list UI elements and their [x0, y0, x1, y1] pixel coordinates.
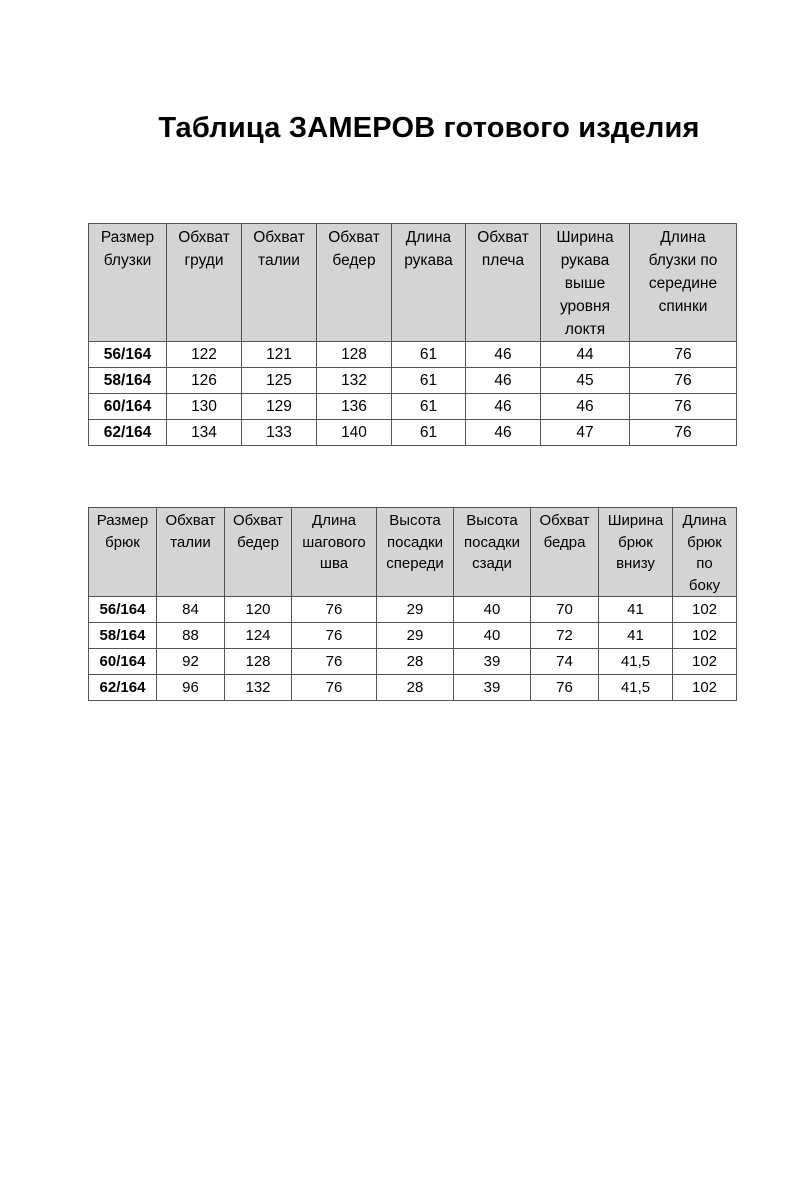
table-cell: 28: [377, 649, 454, 675]
table-cell: 46: [466, 420, 541, 446]
table-cell: 132: [225, 675, 292, 701]
table-cell: 128: [317, 342, 392, 368]
table-cell: 76: [531, 675, 599, 701]
table-cell: 102: [673, 623, 737, 649]
header-thigh-girth: Обхват бедра: [531, 508, 599, 597]
table-cell: 129: [242, 394, 317, 420]
table-cell: 40: [454, 597, 531, 623]
header-sleeve-length: Длина рукава: [392, 224, 466, 342]
table-cell: 126: [167, 368, 242, 394]
table-cell: 136: [317, 394, 392, 420]
table-cell: 124: [225, 623, 292, 649]
table-cell: 76: [292, 623, 377, 649]
table-cell: 76: [292, 649, 377, 675]
table-cell: 61: [392, 394, 466, 420]
table-cell: 41: [599, 597, 673, 623]
header-front-rise: Высота посадки спереди: [377, 508, 454, 597]
table-cell: 46: [466, 394, 541, 420]
header-pants-size: Размер брюк: [89, 508, 157, 597]
table-cell: 76: [292, 597, 377, 623]
table-cell: 96: [157, 675, 225, 701]
table-cell: 39: [454, 675, 531, 701]
size-cell: 58/164: [89, 623, 157, 649]
table-cell: 41: [599, 623, 673, 649]
table-cell: 28: [377, 675, 454, 701]
header-chest-girth: Обхват груди: [167, 224, 242, 342]
table-cell: 132: [317, 368, 392, 394]
table-cell: 76: [630, 368, 737, 394]
table-cell: 122: [167, 342, 242, 368]
table-cell: 134: [167, 420, 242, 446]
header-sleeve-width: Ширина рукава выше уровня локтя: [541, 224, 630, 342]
table-cell: 76: [630, 342, 737, 368]
table-cell: 70: [531, 597, 599, 623]
table-cell: 72: [531, 623, 599, 649]
table-cell: 76: [630, 394, 737, 420]
table-cell: 74: [531, 649, 599, 675]
blouse-measurements-table: [88, 223, 737, 446]
table-cell: 120: [225, 597, 292, 623]
size-cell: 60/164: [89, 394, 167, 420]
table-cell: 61: [392, 342, 466, 368]
size-cell: 56/164: [89, 342, 167, 368]
header-back-rise: Высота посадки сзади: [454, 508, 531, 597]
table-cell: 102: [673, 675, 737, 701]
table-cell: 46: [541, 394, 630, 420]
pants-measurements-table: [88, 507, 737, 701]
table-cell: 61: [392, 368, 466, 394]
table-cell: 46: [466, 368, 541, 394]
table-cell: 76: [630, 420, 737, 446]
table-cell: 29: [377, 623, 454, 649]
table-cell: 29: [377, 597, 454, 623]
table-cell: 125: [242, 368, 317, 394]
table-cell: 46: [466, 342, 541, 368]
table-row: [89, 675, 737, 701]
table-cell: 76: [292, 675, 377, 701]
header-hem-width: Ширина брюк внизу: [599, 508, 673, 597]
table-cell: 121: [242, 342, 317, 368]
table-cell: 47: [541, 420, 630, 446]
header-blouse-length: Длина блузки по середине спинки: [630, 224, 737, 342]
table-row: [89, 368, 737, 394]
size-cell: 60/164: [89, 649, 157, 675]
table-cell: 102: [673, 649, 737, 675]
size-cell: 58/164: [89, 368, 167, 394]
size-cell: 62/164: [89, 675, 157, 701]
header-blouse-size: Размер блузки: [89, 224, 167, 342]
table-row: [89, 342, 737, 368]
size-cell: 56/164: [89, 597, 157, 623]
table-cell: 84: [157, 597, 225, 623]
table-cell: 41,5: [599, 675, 673, 701]
table-cell: 102: [673, 597, 737, 623]
table-cell: 45: [541, 368, 630, 394]
table-cell: 88: [157, 623, 225, 649]
table-cell: 40: [454, 623, 531, 649]
table-cell: 140: [317, 420, 392, 446]
page-title: Таблица ЗАМЕРОВ готового изделия: [158, 112, 700, 144]
size-cell: 62/164: [89, 420, 167, 446]
table-cell: 130: [167, 394, 242, 420]
header-side-length: Длина брюк по боку: [673, 508, 737, 597]
table-row: [89, 623, 737, 649]
table-cell: 44: [541, 342, 630, 368]
table-row: [89, 394, 737, 420]
header-hip-girth: Обхват бедер: [317, 224, 392, 342]
table-cell: 41,5: [599, 649, 673, 675]
table-row: [89, 420, 737, 446]
table-cell: 39: [454, 649, 531, 675]
header-waist-girth: Обхват талии: [242, 224, 317, 342]
table-header-row: [89, 508, 737, 597]
header-inseam-length: Длина шагового шва: [292, 508, 377, 597]
header-shoulder-girth: Обхват плеча: [466, 224, 541, 342]
table-row: [89, 649, 737, 675]
table-cell: 92: [157, 649, 225, 675]
table-header-row: [89, 224, 737, 342]
header-waist-girth: Обхват талии: [157, 508, 225, 597]
table-cell: 61: [392, 420, 466, 446]
table-row: [89, 597, 737, 623]
table-cell: 133: [242, 420, 317, 446]
header-hip-girth: Обхват бедер: [225, 508, 292, 597]
table-cell: 128: [225, 649, 292, 675]
